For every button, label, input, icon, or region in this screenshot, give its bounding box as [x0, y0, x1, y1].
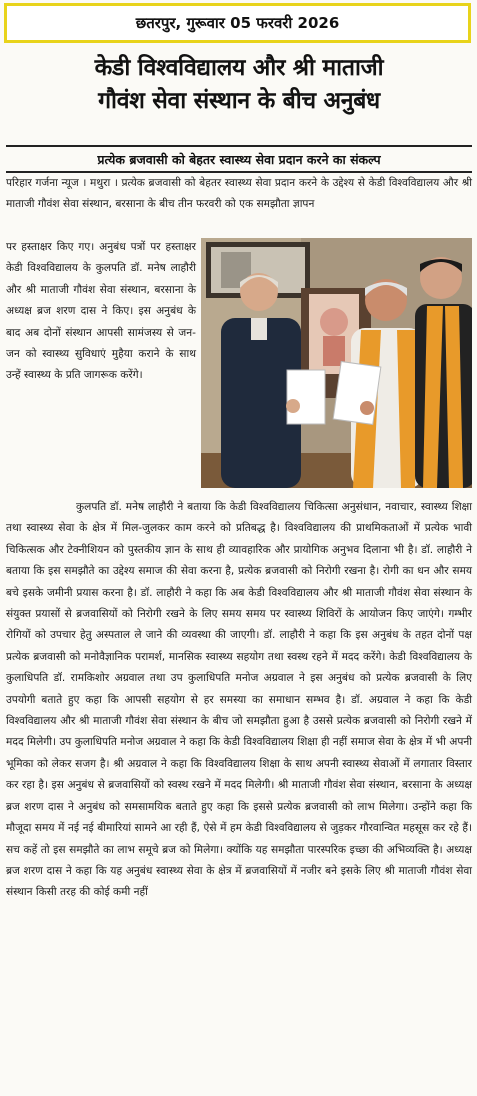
headline	[8, 52, 470, 118]
headline-line-1: केडी विश्वविद्यालय और श्री माताजी	[94, 55, 384, 81]
signing-ceremony-illustration	[201, 238, 472, 488]
dateline: छतरपुर, गुरूवार 05 फरवरी 2026	[4, 3, 471, 43]
article-intro-side: पर हस्ताक्षर किए गए। अनुबंध पत्रों पर हस्ताक्षर केडी विश्वविद्यालय के कुलपति डॉ. मनेष लाहौरी और श्री माताजी गौवंश सेवा संस्थान, बरसाना के अध्यक्ष ब्रज शरण दास ने किए। इस अनुबंध के बाद अब दोनों संस्थान आपसी सामंजस्य से जन-जन को स्वास्थ्य सुविधाएं मुहैया कराने के साथ उन्हें स्वास्थ्य के प्रति जागरूक करेंगे।	[6, 241, 196, 382]
article-body: कुलपति डॉ. मनेष लाहौरी ने बताया कि केडी विश्वविद्यालय चिकित्सा अनुसंधान, नवाचार, स्वास्थ्य शिक्षा तथा स्वास्थ्य सेवा के क्षेत्र में मिल-जुलकर काम करने को प्रतिबद्ध है। विश्वविद्यालय की प्राथमिकताओं में प्रत्येक भावी चिकित्सक और टेक्नीशियन को पुस्तकीय ज्ञान के साथ ही व्यावहारिक और प्रायोगिक अनुभव दिलाना भी है। डॉ. लाहौरी ने बताया कि इस समझौते का उद्देश्य समाज की सेवा करना है, प्रत्येक ब्रजवासी को निरोगी रखना है। रोगी का धन और समय बचे इसके जमीनी प्रयास करना है। डॉ. लाहौरी ने कहा कि अब केडी विश्वविद्यालय और श्री माताजी गौवंश सेवा संस्थान के संयुक्त प्रयासों से ब्रजवासियों को निरोगी रखने के लिए समय समय पर स्वास्थ्य शिविरों के आयोजन किए जाएंगे। गम्भीर रोगियों को उपचार हेतु अस्पताल ले जाने की व्यवस्था की जाएगी। डॉ. लाहौरी ने कहा कि इस अनुबंध के तहत दोनों पक्ष प्रत्येक ब्रजवासी को मनोवैज्ञानिक परामर्श, मानसिक स्वास्थ्य सहयोग तथा स्वस्थ रहने में मदद करेंगे। केडी विश्वविद्यालय के कुलाधिपति डॉ. रामकिशोर अग्रवाल तथा उप कुलाधिपति मनोज अग्रवाल ने इस अनुबंध को प्रत्येक ब्रजवासी के लिए उपयोगी बताते हुए कहा कि आपसी सहयोग से हर समस्या का समाधान सम्भव है। डॉ. अग्रवाल ने कहा कि केडी विश्वविद्यालय और श्री माताजी गौवंश सेवा संस्थान के बीच जो समझौता हुआ है उससे प्रत्येक ब्रजवासी को निरोगी रखने में मदद मिलेगी। उप कुलाधिपति मनोज अग्रवाल ने कहा कि केडी विश्वविद्यालय शिक्षा ही नहीं समाज सेवा के क्षेत्र में भी अपनी भूमिका को लेकर सजग है। श्री अग्रवाल ने कहा कि विश्वविद्यालय शिक्षा के साथ अपनी स्वास्थ्य सेवाओं में लगातार विस्तार कर रहा है। इस अनुबंध से ब्रजवासियों को स्वस्थ रखने में मदद मिलेगी। श्री माताजी गौवंश सेवा संस्थान, बरसाना के अध्यक्ष ब्रज शरण दास ने अनुबंध को समसामयिक बताते हुए कहा कि इससे प्रत्येक ब्रजवासी को लाभ मिलेगा। उन्होंने कहा कि मौजूदा समय में नई नई बीमारियां सामने आ रही हैं, ऐसे में हम केडी विश्वविद्यालय से जुड़कर गौरवान्वित महसूस कर रहे हैं। सच कहें तो इस समझौते का लाभ समूचे ब्रज को मिलेगा। क्योंकि यह समझौता पारस्परिक इच्छा की अभिव्यक्ति है। अध्यक्ष ब्रज शरण दास ने कहा कि यह अनुबंध स्वास्थ्य सेवा के क्षेत्र में ब्रजवासियों में नजीर बने इसके लिए श्री माताजी गौवंश सेवा संस्थान किसी तरह की कोई कमी नहीं	[6, 501, 472, 899]
headline-line-2: गौवंश सेवा संस्थान के बीच अनुबंध	[98, 88, 380, 114]
article-intro: परिहार गर्जना न्यूज । मथुरा । प्रत्येक ब्रजवासी को बेहतर स्वास्थ्य सेवा प्रदान करने के उद्देश्य से केडी विश्वविद्यालय और श्री माताजी गौवंश सेवा संस्थान, बरसाना के बीच तीन फरवरी को एक समझौता ज्ञापन	[6, 177, 472, 211]
subheadline: प्रत्येक ब्रजवासी को बेहतर स्वास्थ्य सेवा प्रदान करने का संकल्प	[6, 145, 472, 173]
signing-ceremony-photo	[201, 238, 472, 488]
